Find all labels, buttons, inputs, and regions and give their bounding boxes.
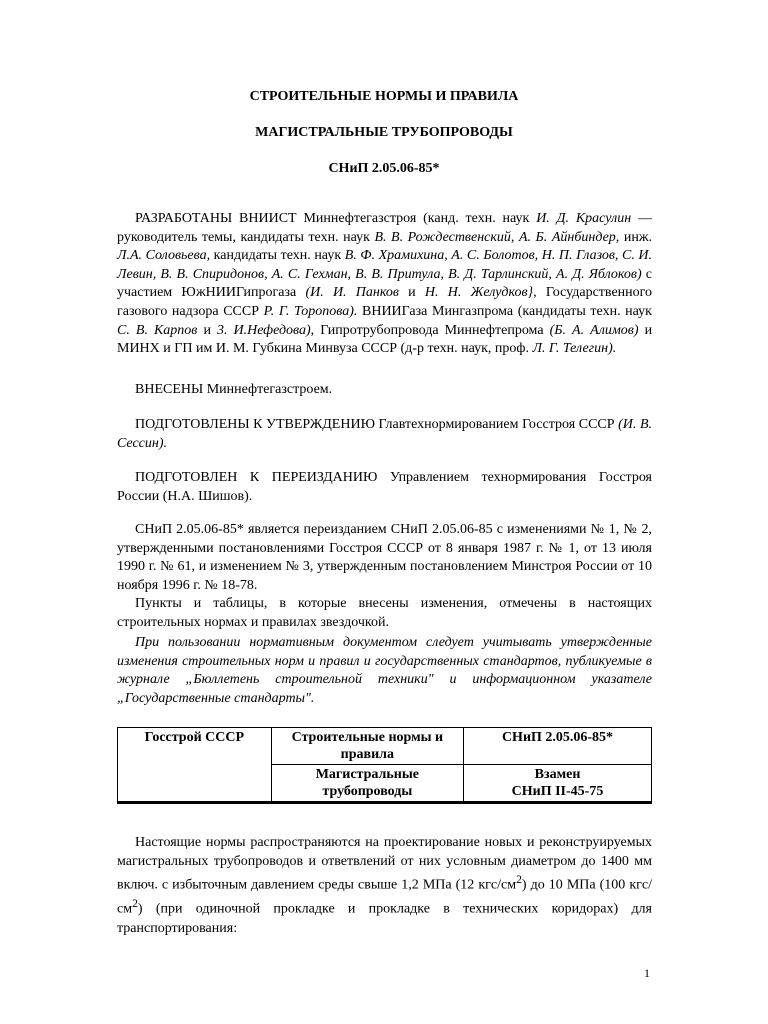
developer-names: В. Ф. Храмихина, А. С. Болотов, Н. П. Глазов, С. И. Левин, В. В. Спиридонов, А. С. Гехман, В. В. Притула, В. Д. Тарлинский, А. Д. Яблоков) — [117, 248, 652, 282]
developers-lead-text: РАЗРАБОТАНЫ ВНИИСТ Миннефтегазстроя (канд. техн. наук — [135, 211, 530, 226]
developers-text: с участием ЮжНИИГипрогаза — [117, 266, 652, 301]
superscript-2: 2 — [132, 897, 138, 911]
developers-text: и — [203, 322, 211, 338]
developers-text: и — [408, 285, 416, 301]
developers-text: кандидаты техн. наук — [213, 248, 342, 264]
developers-text: инж. — [623, 229, 652, 245]
scope-text: ) до 10 МПа (100 кгс/см — [117, 877, 652, 918]
replaces-label: Взамен — [534, 767, 581, 782]
developer-names: В. В. Рождественский, А. Б. Айнбиндер, — [374, 229, 620, 245]
developers-text: ВНИИГаза Мингазпрома (кандидаты техн. наук — [362, 303, 652, 319]
developer-name: И. Д. Красулин — [536, 211, 632, 226]
document-header-table — [117, 727, 652, 804]
norms-type-cell: Строительные нормы и правила — [271, 728, 463, 765]
approver-name: (И. В. Сессин). — [117, 417, 653, 451]
developers-text: , Гипротрубопровода Миннефтепрома — [310, 322, 544, 338]
page-number: 1 — [644, 966, 650, 980]
superscript-2: 2 — [516, 873, 522, 887]
document-subtitle: МАГИСТРАЛЬНЫЕ ТРУБОПРОВОДЫ — [255, 125, 513, 140]
prepared-approval-paragraph — [117, 416, 652, 453]
reissue-paragraph — [117, 521, 652, 633]
developer-name: Л. Г. Телегин). — [532, 341, 617, 357]
prepared-approval-text: ПОДГОТОВЛЕНЫ К УТВЕРЖДЕНИЮ Главтехнормированием Госстроя СССР — [135, 417, 615, 432]
developers-text: — руководитель темы, кандидаты техн. наук — [117, 211, 653, 245]
usage-note-paragraph: При пользовании нормативным документом следует учитывать утвержденные изменения строительных норм и правил и государственных стандартов, публикуемые в журнале „Бюллетень строительной техники" и информационном указателе „Государственные стандарты". — [117, 635, 652, 706]
developer-name: С. В. Карпов — [117, 322, 198, 338]
developer-name: Н. Н. Желудков}, — [424, 285, 537, 301]
developer-name: (Б. А. Алимов) — [549, 322, 639, 338]
document-code: СНиП 2.05.06-85* — [328, 161, 440, 176]
developer-name: (И. И. Панков — [305, 285, 399, 301]
developer-name: Р. Г. Торопова). — [263, 303, 358, 319]
scope-text: Настоящие нормы распространяются на проектирование новых и реконструируемых магистральных трубопроводов и ответвлений от них условным диаметром до 1400 мм включ. с избыточным давлением среды свыше 1,2 МПа (12 кгс/см — [117, 835, 652, 893]
table-row — [118, 728, 652, 765]
norm-code-cell: СНиП 2.05.06-85* — [464, 728, 652, 765]
issuing-organization-cell: Госстрой СССР — [118, 728, 272, 803]
developer-name: 3. И.Нефедова) — [217, 322, 311, 338]
scope-paragraph — [117, 834, 652, 938]
replaces-cell — [464, 765, 652, 803]
introduced-paragraph: ВНЕСЕНЫ Миннефтегазстроем. — [135, 382, 333, 397]
norm-subject-cell: Магистральные трубопроводы — [271, 765, 463, 803]
document-title: СТРОИТЕЛЬНЫЕ НОРМЫ И ПРАВИЛА — [249, 89, 519, 104]
developer-name: Л.А. Соловьева, — [117, 248, 211, 264]
developers-text: Государственного газового надзора СССР — [117, 285, 653, 319]
developers-text: и МИНХ и ГП им И. М. Губкина Минвуза СССР (д-р техн. наук, проф. — [117, 322, 653, 357]
prepared-reissue-paragraph: ПОДГОТОВЛЕН К ПЕРЕИЗДАНИЮ Управлением технормирования Госстроя России (Н.А. Шишов). — [117, 470, 652, 504]
developers-paragraph — [117, 210, 652, 359]
replaced-code: СНиП II-45-75 — [511, 784, 604, 799]
reissue-text: СНиП 2.05.06-85* является переизданием СНиП 2.05.06-85 с изменениями № 1, № 2, утвержденными постановлениями Госстроя СССР от 8 января 1987 г. № 1, от 13 июля 1990 г. № 61, и изменением № 3, утвержденным постановлением Минстроя России от 10 ноября 1996 г. № 18-78. — [117, 522, 652, 593]
scope-text: ) (при одиночной прокладке и прокладке в технических коридорах) для транспортирования: — [117, 902, 652, 936]
changes-marking-text: Пункты и таблицы, в которые внесены изменения, отмечены в настоящих строительных нормах и правилах звездочкой. — [117, 596, 652, 630]
